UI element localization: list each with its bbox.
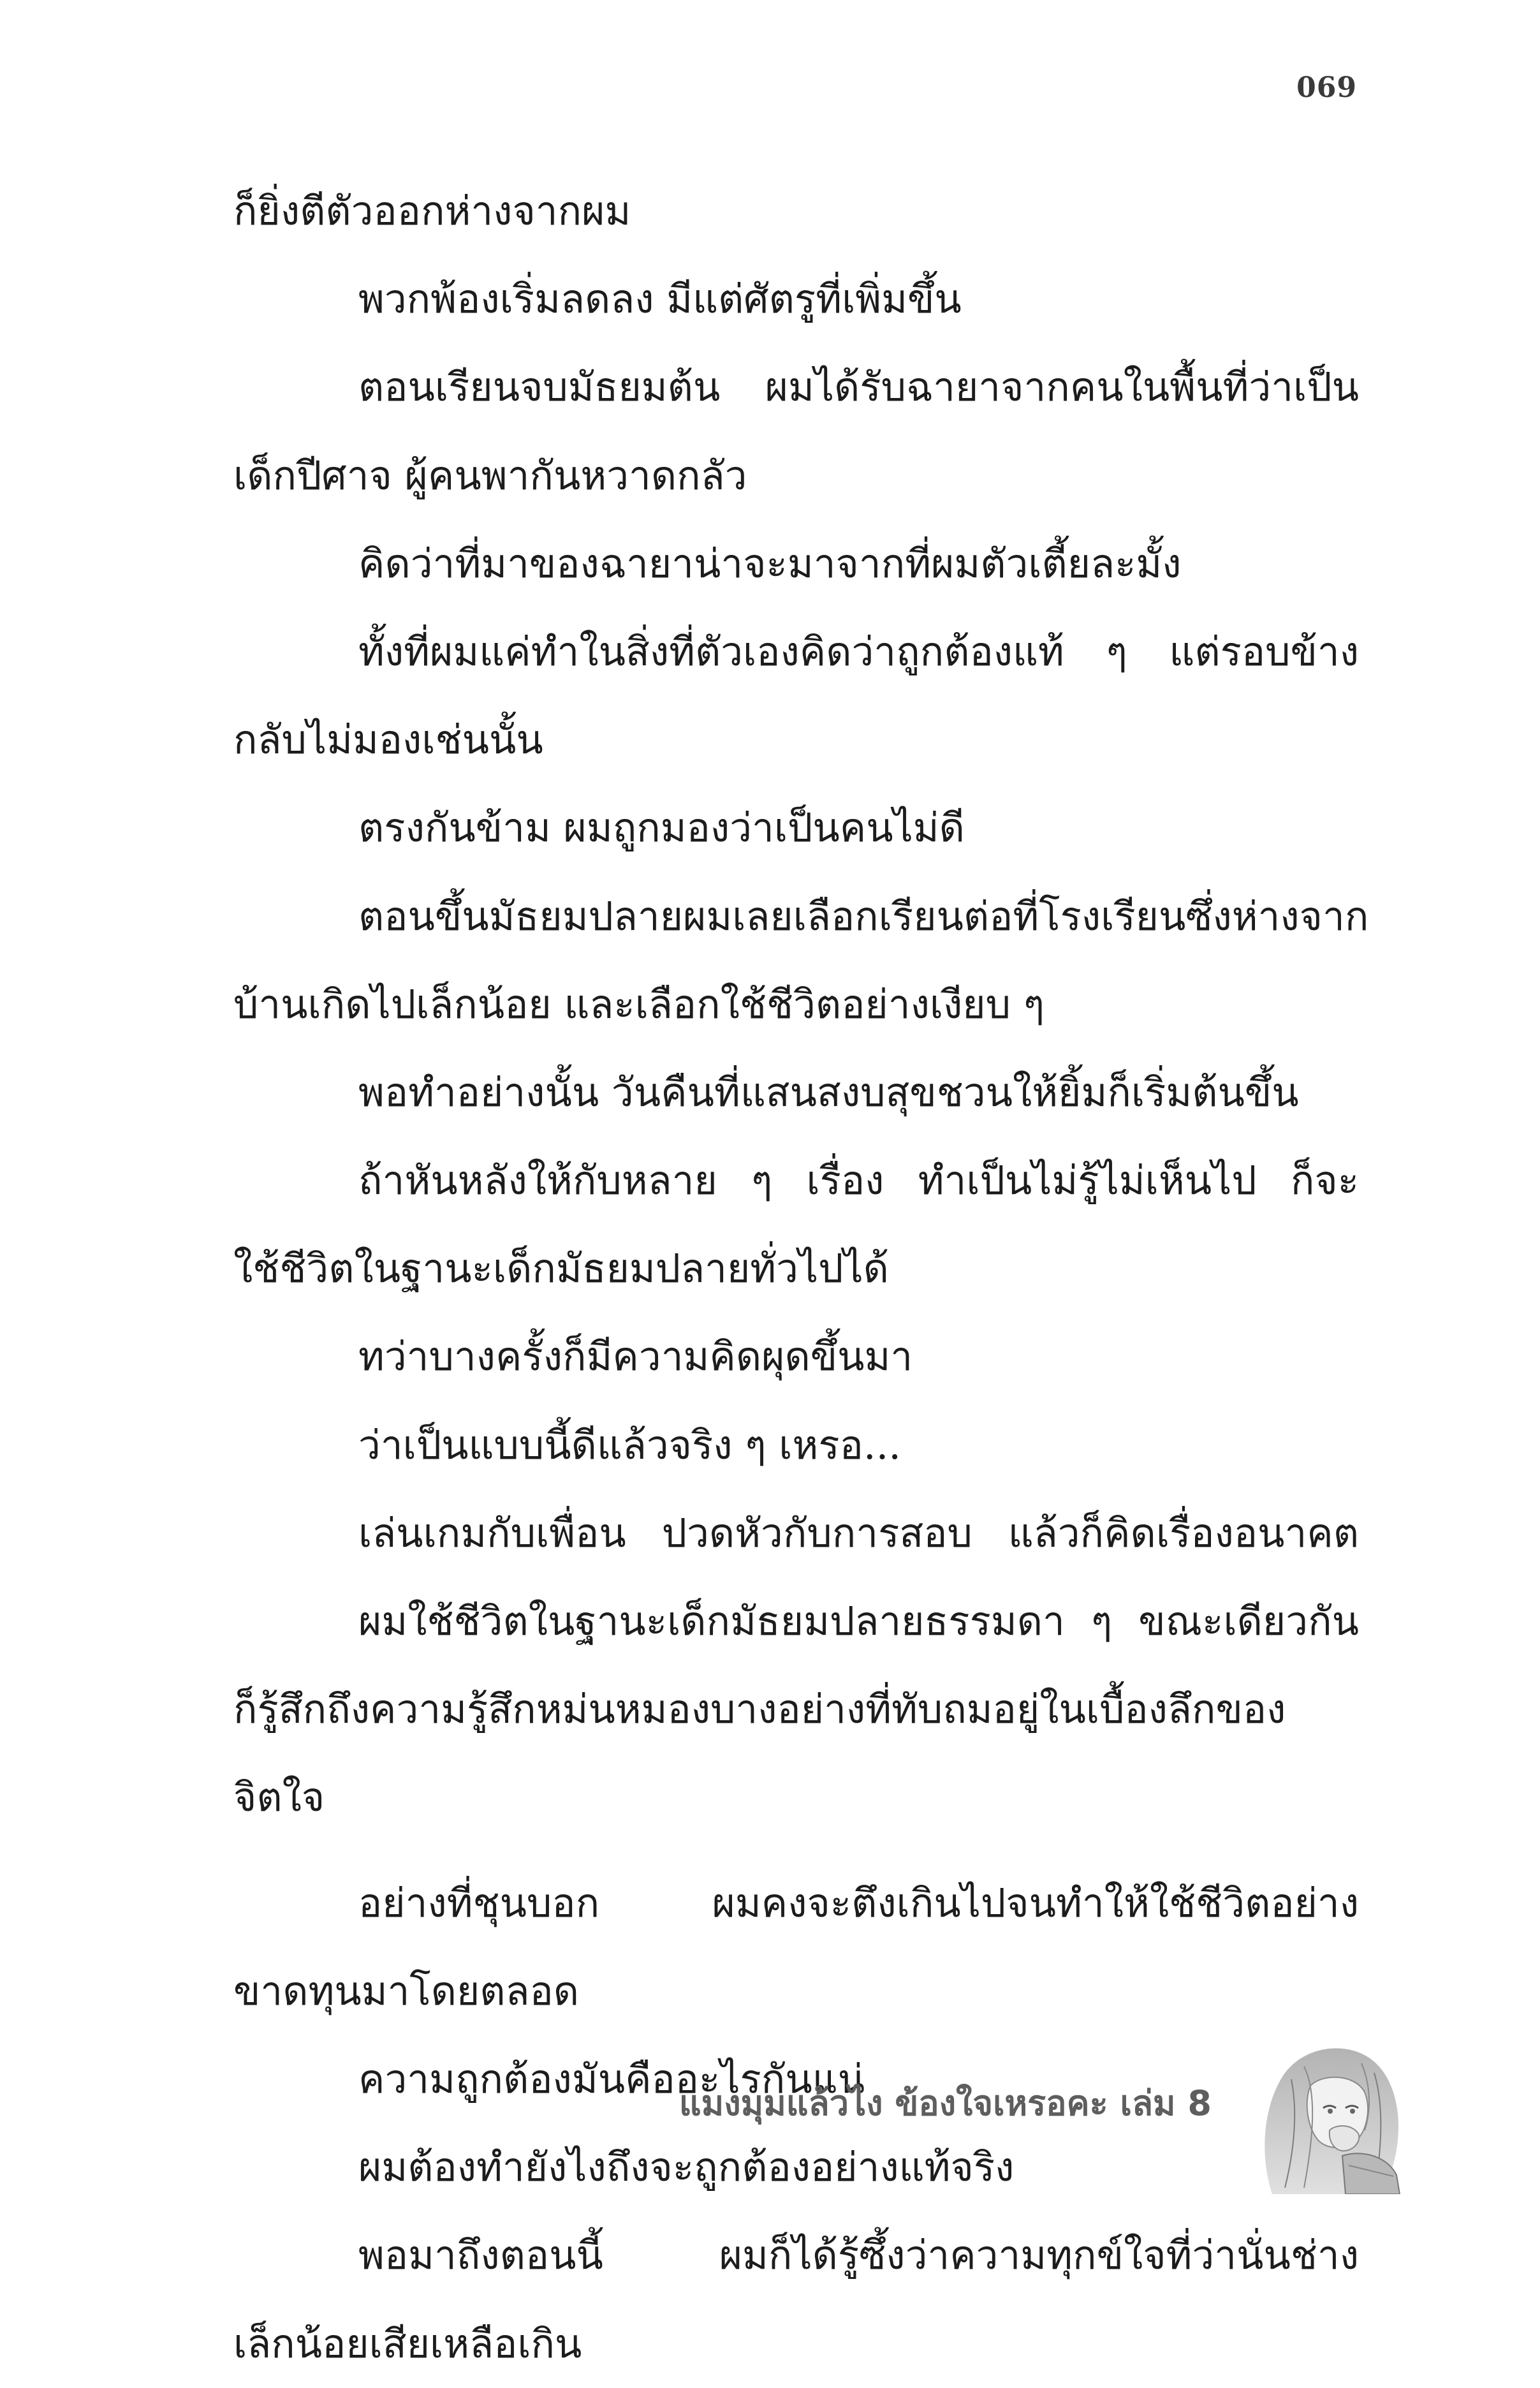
text-line: ถ้าหันหลังให้กับหลาย ๆ เรื่อง ทำเป็นไม่รู้ไม่เห็นไป ก็จะ <box>358 1157 1359 1204</box>
text-line: ตอนเรียนจบมัธยมต้น ผมได้รับฉายาจากคนในพื้นที่ว่าเป็น <box>358 364 1359 411</box>
text-line: ก็ยิ่งตีตัวออกห่างจากผม <box>233 188 631 234</box>
text-line: ผมต้องทำยังไงถึงจะถูกต้องอย่างแท้จริง <box>358 2144 1015 2191</box>
text-line: ใช้ชีวิตในฐานะเด็กมัธยมปลายทั่วไปได้ <box>233 1245 889 1292</box>
text-line: ทั้งที่ผมแค่ทำในสิ่งที่ตัวเองคิดว่าถูกต้องแท้ ๆ แต่รอบข้าง <box>358 628 1359 675</box>
text-line: เด็กปีศาจ ผู้คนพากันหวาดกลัว <box>233 452 747 499</box>
book-title: แมงมุมแล้วไง ข้องใจเหรอคะ เล่ม 8 <box>678 2083 1212 2123</box>
text-line: กลับไม่มองเช่นนั้น <box>233 716 543 763</box>
text-line: ทว่าบางครั้งก็มีความคิดผุดขึ้นมา <box>358 1333 913 1380</box>
text-line: จิตใจ <box>233 1774 325 1821</box>
paragraph-gap <box>233 1842 1359 1859</box>
text-line: บ้านเกิดไปเล็กน้อย และเลือกใช้ชีวิตอย่างเงียบ ๆ <box>233 980 1045 1028</box>
text-line: ความถูกต้องมันคืออะไรกันแน่ <box>358 2055 865 2102</box>
text-line: พอทำอย่างนั้น วันคืนที่แสนสงบสุขชวนให้ยิ้มก็เริ่มต้นขึ้น <box>358 1068 1299 1116</box>
text-line: ว่าเป็นแบบนี้ดีแล้วจริง ๆ เหรอ... <box>358 1421 901 1468</box>
text-line: คิดว่าที่มาของฉายาน่าจะมาจากที่ผมตัวเตี้ยละมั้ง <box>358 540 1182 587</box>
text-line: เล็กน้อยเสียเหลือเกิน <box>233 2320 582 2367</box>
text-line: ตรงกันข้าม ผมถูกมองว่าเป็นคนไม่ดี <box>358 804 965 851</box>
page-number: 069 <box>1296 71 1357 104</box>
character-illustration <box>1234 2028 1425 2194</box>
text-line: ตอนขึ้นมัธยมปลายผมเลยเลือกเรียนต่อที่โรงเรียนซึ่งห่างจาก <box>358 892 1369 940</box>
text-line: เล่นเกมกับเพื่อน ปวดหัวกับการสอบ แล้วก็คิดเรื่องอนาคต <box>358 1509 1359 1556</box>
text-line: พอมาถึงตอนนี้ ผมก็ได้รู้ซึ้งว่าความทุกข์ใจที่ว่านั่นช่าง <box>358 2232 1359 2279</box>
text-line: ผมใช้ชีวิตในฐานะเด็กมัธยมปลายธรรมดา ๆ ขณะเดียวกัน <box>358 1598 1359 1644</box>
page-footer <box>0 2028 1540 2194</box>
text-line: อย่างที่ชุนบอก ผมคงจะตึงเกินไปจนทำให้ใช้ชีวิตอย่าง <box>358 1879 1359 1926</box>
text-line: ก็รู้สึกถึงความรู้สึกหม่นหมองบางอย่างที่ทับถมอยู่ในเบื้องลึกของ <box>233 1686 1286 1733</box>
text-line: พวกพ้องเริ่มลดลง มีแต่ศัตรูที่เพิ่มขึ้น <box>358 276 962 323</box>
text-line: ขาดทุนมาโดยตลอด <box>233 1967 580 2014</box>
